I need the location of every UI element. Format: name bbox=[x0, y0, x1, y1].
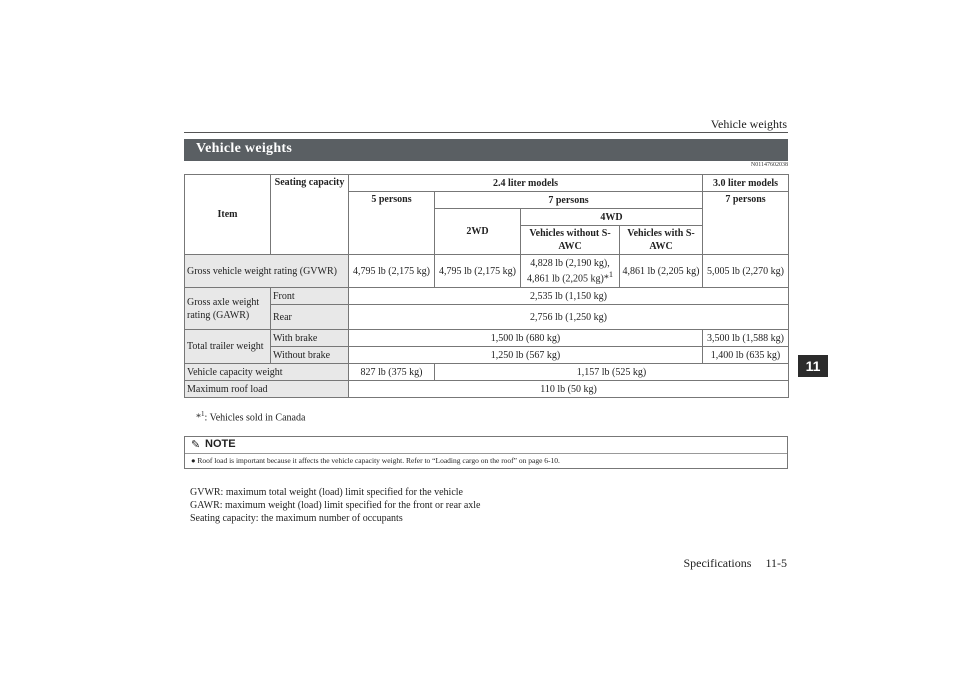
table-row bbox=[185, 288, 789, 305]
footnote-text: : Vehicles sold in Canada bbox=[204, 412, 306, 424]
table-header-5-persons: 5 persons bbox=[349, 192, 435, 255]
note-header bbox=[185, 437, 787, 454]
row-sublabel-front: Front bbox=[271, 288, 349, 305]
note-bullet-text: Roof load is important because it affects the vehicle capacity weight. Refer to “Loading cargo on the roof” on page 6-10. bbox=[197, 456, 560, 465]
section-heading-bar bbox=[184, 139, 788, 161]
note-label: NOTE bbox=[205, 438, 236, 450]
definition-gawr: GAWR: maximum weight (load) limit specified for the front or rear axle bbox=[190, 500, 481, 511]
table-cell: 1,157 lb (525 kg) bbox=[435, 364, 789, 381]
table-header-7-persons: 7 persons bbox=[435, 192, 703, 209]
table-header-24-models: 2.4 liter models bbox=[349, 175, 703, 192]
bullet-icon: ● bbox=[191, 456, 198, 465]
table-cell: 4,795 lb (2,175 kg) bbox=[349, 255, 435, 288]
table-cell: 5,005 lb (2,270 kg) bbox=[703, 255, 789, 288]
footnote-mark: * bbox=[196, 412, 201, 424]
table-cell: 2,756 lb (1,250 kg) bbox=[349, 305, 789, 330]
definitions bbox=[190, 486, 481, 525]
row-label-gawr: Gross axle weight rating (GAWR) bbox=[185, 288, 271, 330]
row-label-gvwr: Gross vehicle weight rating (GVWR) bbox=[185, 255, 349, 288]
row-label-capacity: Vehicle capacity weight bbox=[185, 364, 349, 381]
table-header-7-persons-30: 7 persons bbox=[703, 192, 789, 255]
cell-text: 4,861 lb (2,205 kg)* bbox=[526, 273, 609, 285]
table-header-without-sawc: Vehicles without S-AWC bbox=[521, 226, 620, 255]
table-cell: 4,861 lb (2,205 kg) bbox=[620, 255, 703, 288]
definition-gvwr: GVWR: maximum total weight (load) limit specified for the vehicle bbox=[190, 487, 463, 498]
table-row bbox=[185, 364, 789, 381]
row-label-roof: Maximum roof load bbox=[185, 381, 349, 398]
page-header-title: Vehicle weights bbox=[710, 117, 787, 131]
footnote-ref: 1 bbox=[608, 269, 614, 279]
footnote bbox=[196, 410, 305, 423]
row-sublabel-rear: Rear bbox=[271, 305, 349, 330]
definition-seating-capacity: Seating capacity: the maximum number of occupants bbox=[190, 513, 403, 524]
table-cell bbox=[521, 255, 620, 288]
note-box bbox=[184, 436, 788, 469]
row-label-trailer: Total trailer weight bbox=[185, 330, 271, 364]
table-cell: 1,500 lb (680 kg) bbox=[349, 330, 703, 347]
table-row bbox=[185, 330, 789, 347]
table-row bbox=[185, 305, 789, 330]
table-header-seating-capacity: Seating capacity bbox=[271, 175, 349, 255]
page-footer bbox=[640, 556, 787, 571]
note-text bbox=[191, 456, 560, 465]
row-sublabel-without-brake: Without brake bbox=[271, 347, 349, 364]
table-cell: 4,795 lb (2,175 kg) bbox=[435, 255, 521, 288]
table-header-2wd: 2WD bbox=[435, 209, 521, 255]
table-cell: 2,535 lb (1,150 kg) bbox=[349, 288, 789, 305]
table-cell: 110 lb (50 kg) bbox=[349, 381, 789, 398]
header-rule bbox=[184, 132, 788, 133]
footer-section: Specifications bbox=[683, 556, 752, 570]
table-header-4wd: 4WD bbox=[521, 209, 703, 226]
chapter-tab: 11 bbox=[798, 355, 828, 377]
table-cell: 1,400 lb (635 kg) bbox=[703, 347, 789, 364]
table-cell: 827 lb (375 kg) bbox=[349, 364, 435, 381]
table-cell: 3,500 lb (1,588 kg) bbox=[703, 330, 789, 347]
pencil-icon: ✎ bbox=[191, 439, 201, 451]
table-row bbox=[185, 347, 789, 364]
table-cell: 1,250 lb (567 kg) bbox=[349, 347, 703, 364]
table-header-with-sawc: Vehicles with S-AWC bbox=[620, 226, 703, 255]
vehicle-weights-table bbox=[184, 174, 789, 398]
cell-line: 4,828 lb (2,190 kg), bbox=[530, 257, 610, 269]
table-row bbox=[185, 381, 789, 398]
row-sublabel-with-brake: With brake bbox=[271, 330, 349, 347]
table-header-30-models: 3.0 liter models bbox=[703, 175, 789, 192]
section-title: Vehicle weights bbox=[196, 141, 293, 156]
cell-line bbox=[523, 270, 617, 285]
footnote-number: 1 bbox=[201, 410, 205, 418]
table-row bbox=[185, 255, 789, 288]
document-id: N01147602038 bbox=[750, 162, 788, 168]
footer-page-number: 11-5 bbox=[765, 556, 787, 570]
table-header-item: Item bbox=[185, 175, 271, 255]
